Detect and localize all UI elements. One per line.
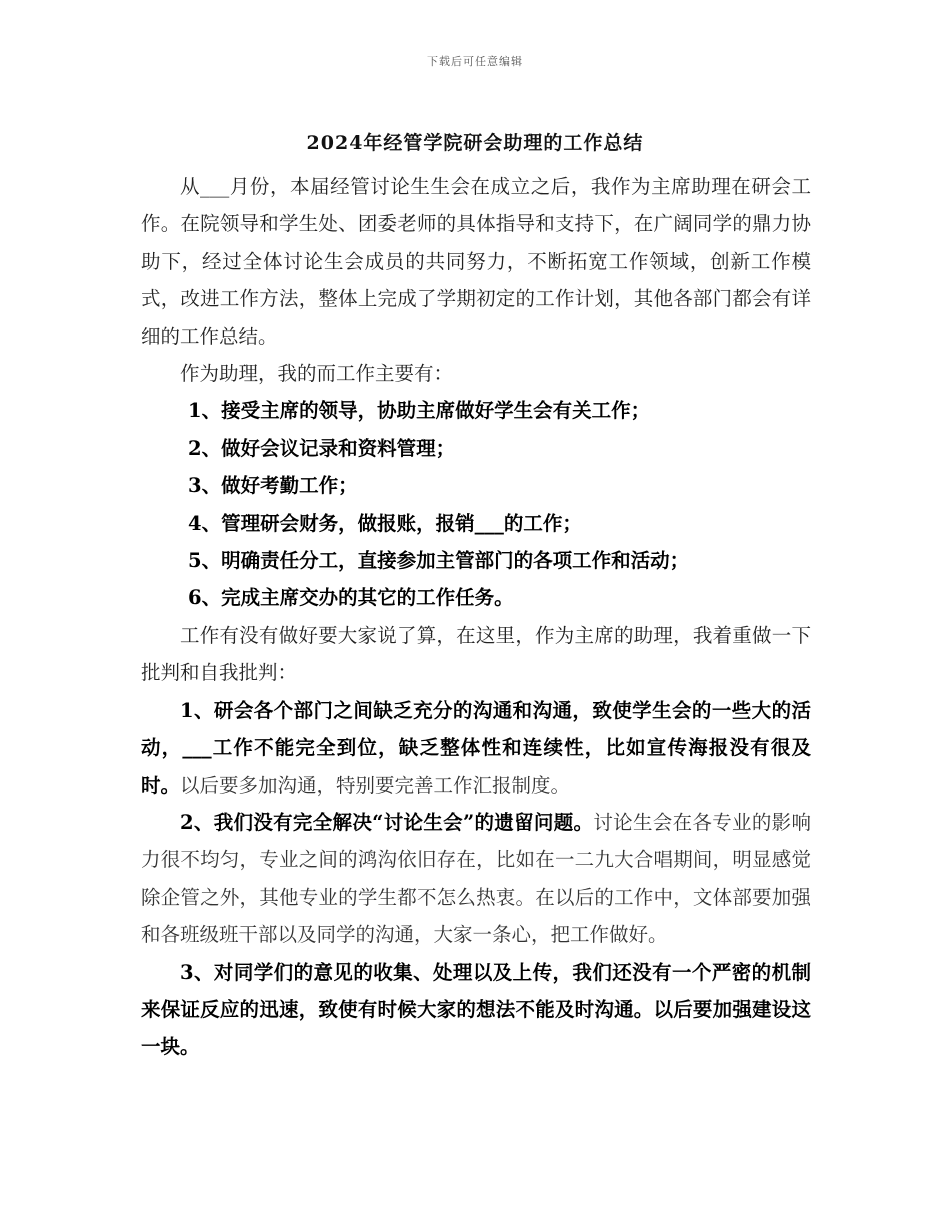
list-item: 2、做好会议记录和资料管理； <box>188 436 456 460</box>
point-paragraph <box>141 804 811 954</box>
document-body <box>141 168 811 1066</box>
duties-list <box>141 392 811 616</box>
list-item: 3、做好考勤工作； <box>188 474 358 498</box>
document-title: 2024年经管学院研会助理的工作总结 <box>306 132 644 154</box>
intro-paragraph: 从___月份，本届经管讨论生生会在成立之后，我作为主席助理在研会工作。在院领导和学生处、团委老师的具体指导和支持下，在广阔同学的鼎力协助下，经过全体讨论生会成员的共同努力，不断拓宽工作领域，创新工作模式，改进工作方法，整体上完成了学期初定的工作计划，其他各部门都会有详细的工作总结。 <box>141 175 811 348</box>
duties-lead: 作为助理，我的而工作主要有： <box>180 362 454 386</box>
point-regular-text: 讨论生会在各专业的影响力很不均匀，专业之间的鸿沟依旧存在，比如在一二九大合唱期间，明显感觉除企管之外，其他专业的学生都不怎么热衷。在以后的工作中，文体部要加强和各班级班干部以及同学的沟通，大家一条心，把工作做好。 <box>141 810 811 947</box>
page-header: 下载后可任意编辑 <box>427 55 523 68</box>
point-bold-text: 2、我们没有完全解决“讨论生会”的遗留问题。 <box>180 810 594 834</box>
list-item: 6、完成主席交办的其它的工作任务。 <box>188 586 514 610</box>
point-bold-text: 1、研会各个部门之间缺乏充分的沟通和沟通，致使学生会的一些大的活动，___工作不能完全到位，缺乏整体性和连续性，比如宣传海报没有很及时。 <box>141 698 811 797</box>
list-item: 1、接受主席的领导，协助主席做好学生会有关工作； <box>188 399 651 423</box>
point-regular-text: 以后要多加沟通，特别要完善工作汇报制度。 <box>180 773 571 797</box>
critique-lead: 工作有没有做好要大家说了算，在这里，作为主席的助理，我着重做一下批判和自我批判： <box>141 623 811 685</box>
point-bold-text: 3、对同学们的意见的收集、处理以及上传，我们还没有一个严密的机制来保证反应的迅速，致使有时候大家的想法不能及时沟通。以后要加强建设这一块。 <box>141 960 811 1059</box>
point-paragraph <box>141 692 811 804</box>
list-item: 5、明确责任分工，直接参加主管部门的各项工作和活动； <box>188 549 690 573</box>
list-item: 4、管理研会财务，做报账，报销___的工作； <box>188 511 582 535</box>
point-paragraph <box>141 954 811 1066</box>
